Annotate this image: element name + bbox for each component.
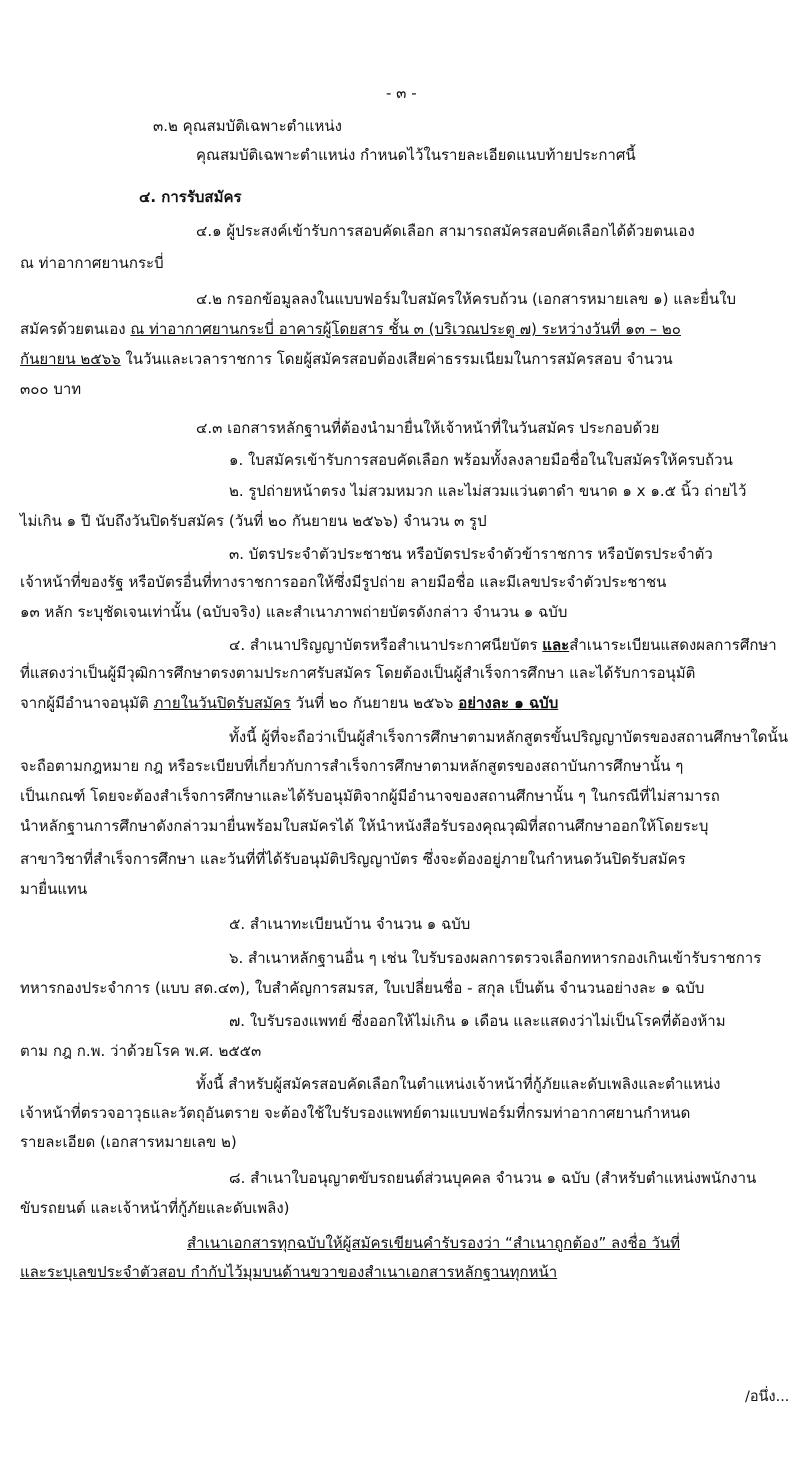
section-4-heading: ๔. การรับสมัคร (139, 188, 242, 206)
item-3-line3: ๑๓ หลัก ระบุชัดเจนเท่านั้น (ฉบับจริง) และสำเนาภาพถ่ายบัตรดังกล่าว จำนวน ๑ ฉบับ (20, 603, 568, 621)
medical-note-line1: ทั้งนี้ สำหรับผู้สมัครสอบคัดเลือกในตำแหน่งเจ้าหน้าที่กู้ภัยและดับเพลิงและตำแหน่ง (196, 1075, 721, 1093)
certify-note-line1: สำเนาเอกสารทุกฉบับให้ผู้สมัครเขียนคำรับรองว่า “สำเนาถูกต้อง” ลงชื่อ วันที่ (187, 1234, 681, 1252)
item-3-line1: ๓. บัตรประจำตัวประชาชน หรือบัตรประจำตัวข้าราชการ หรือบัตรประจำตัว (229, 545, 713, 563)
item-7-line1: ๗. ใบรับรองแพทย์ ซึ่งออกให้ไม่เกิน ๑ เดือน และแสดงว่าไม่เป็นโรคที่ต้องห้าม (229, 1012, 726, 1030)
item-3-line2: เจ้าหน้าที่ของรัฐ หรือบัตรอื่นที่ทางราชการออกให้ซึ่งมีรูปถ่าย ลายมือชื่อ และมีเลขประจำตัวประชาชน (20, 573, 667, 591)
continuation-marker: /อนึ่ง... (745, 1389, 790, 1405)
item-8-line1: ๘. สำเนาใบอนุญาตขับรถยนต์ส่วนบุคคล จำนวน ๑ ฉบับ (สำหรับตำแหน่งพนักงาน (229, 1169, 757, 1187)
section-3-2-body: คุณสมบัติเฉพาะตำแหน่ง กำหนดไว้ในรายละเอียดแนบท้ายประกาศนี้ (196, 146, 636, 164)
certify-note-line2: และระบุเลขประจำตัวสอบ กำกับไว้มุมบนด้านขวาของสำเนาเอกสารหลักฐานทุกหน้า (20, 1263, 558, 1281)
para-4-2-line2: สมัครด้วยตนเอง ณ ท่าอากาศยานกระบี่ อาคารผู้โดยสาร ชั้น ๓ (บริเวณประตู ๗) ระหว่างวันที่ ๑๓ – ๒๐ (20, 320, 681, 338)
item-1: ๑. ใบสมัครเข้ารับการสอบคัดเลือก พร้อมทั้งลงลายมือชื่อในใบสมัครให้ครบถ้วน (229, 451, 733, 469)
item-4-line1: ๔. สำเนาปริญญาบัตรหรือสำเนาประกาศนียบัตร และสำเนาระเบียนแสดงผลการศึกษา (229, 636, 777, 654)
medical-note-line3: รายละเอียด (เอกสารหมายเลข ๒) (20, 1133, 237, 1151)
edu-note-line5: สาขาวิชาที่สำเร็จการศึกษา และวันที่ที่ได้รับอนุมัติปริญญาบัตร ซึ่งจะต้องอยู่ภายในกำหนดวันปิดรับสมัคร (20, 850, 686, 868)
item-5: ๕. สำเนาทะเบียนบ้าน จำนวน ๑ ฉบับ (229, 915, 471, 933)
section-3-2-heading: ๓.๒ คุณสมบัติเฉพาะตำแหน่ง (153, 117, 342, 135)
item-4-line2: ที่แสดงว่าเป็นผู้มีวุฒิการศึกษาตรงตามประกาศรับสมัคร โดยต้องเป็นผู้สำเร็จการศึกษา และได้รับการอนุมัติ (20, 664, 696, 682)
item-2-line2: ไม่เกิน ๑ ปี นับถึงวันปิดรับสมัคร (วันที่ ๒๐ กันยายน ๒๕๖๖) จำนวน ๓ รูป (20, 512, 487, 530)
para-4-1-line1: ๔.๑ ผู้ประสงค์เข้ารับการสอบคัดเลือก สามารถสมัครสอบคัดเลือกได้ด้วยตนเอง (196, 222, 695, 240)
para-4-2-line4: ๓๐๐ บาท (20, 380, 82, 398)
medical-note-line2: เจ้าหน้าที่ตรวจอาวุธและวัตถุอันตราย จะต้องใช้ใบรับรองแพทย์ตามแบบฟอร์มที่กรมท่าอากาศยานกำหนด (20, 1104, 691, 1122)
edu-note-line4: นำหลักฐานการศึกษาดังกล่าวมายื่นพร้อมใบสมัครได้ ให้นำหนังสือรับรองคุณวุฒิที่สถานศึกษาออกให้โดยระบุ (20, 817, 709, 835)
item-7-line2: ตาม กฎ ก.พ. ว่าด้วยโรค พ.ศ. ๒๕๕๓ (20, 1042, 262, 1060)
edu-note-line1: ทั้งนี้ ผู้ที่จะถือว่าเป็นผู้สำเร็จการศึกษาตามหลักสูตรขั้นปริญญาบัตรของสถานศึกษาใดนั้น (229, 728, 788, 746)
page-number: - ๓ - (386, 84, 417, 102)
edu-note-line3: เป็นเกณฑ์ โดยจะต้องสำเร็จการศึกษาและได้รับอนุมัติจากผู้มีอำนาจของสถานศึกษานั้น ๆ ในกรณีที่ไม่สามารถ (20, 787, 720, 805)
edu-note-line6: มายื่นแทน (20, 880, 88, 898)
item-6-line2: ทหารกองประจำการ (แบบ สด.๔๓), ใบสำคัญการสมรส, ใบเปลี่ยนชื่อ - สกุล เป็นต้น จำนวนอย่างละ ๑ ฉบับ (20, 979, 705, 997)
para-4-2-line1: ๔.๒ กรอกข้อมูลลงในแบบฟอร์มใบสมัครให้ครบถ้วน (เอกสารหมายเลข ๑) และยื่นใบ (196, 290, 737, 308)
para-4-2-line3: กันยายน ๒๕๖๖ ในวันและเวลาราชการ โดยผู้สมัครสอบต้องเสียค่าธรรมเนียมในการสมัครสอบ จำนวน (20, 350, 673, 368)
para-4-1-line2: ณ ท่าอากาศยานกระบี่ (20, 254, 164, 272)
item-4-line3: จากผู้มีอำนาจอนุมัติ ภายในวันปิดรับสมัคร วันที่ ๒๐ กันยายน ๒๕๖๖ อย่างละ ๑ ฉบับ (20, 694, 559, 712)
edu-note-line2: จะถือตามกฎหมาย กฎ หรือระเบียบที่เกี่ยวกับการสำเร็จการศึกษาตามหลักสูตรของสถาบันการศึกษานั้น ๆ (20, 757, 684, 775)
item-8-line2: ขับรถยนต์ และเจ้าหน้าที่กู้ภัยและดับเพลิง) (20, 1199, 290, 1217)
para-4-3-intro: ๔.๓ เอกสารหลักฐานที่ต้องนำมายื่นให้เจ้าหน้าที่ในวันสมัคร ประกอบด้วย (196, 419, 660, 437)
item-6-line1: ๖. สำเนาหลักฐานอื่น ๆ เช่น ใบรับรองผลการตรวจเลือกทหารกองเกินเข้ารับราชการ (229, 949, 762, 967)
item-2-line1: ๒. รูปถ่ายหน้าตรง ไม่สวมหมวก และไม่สวมแว่นตาดำ ขนาด ๑ x ๑.๕ นิ้ว ถ่ายไว้ (229, 482, 747, 500)
